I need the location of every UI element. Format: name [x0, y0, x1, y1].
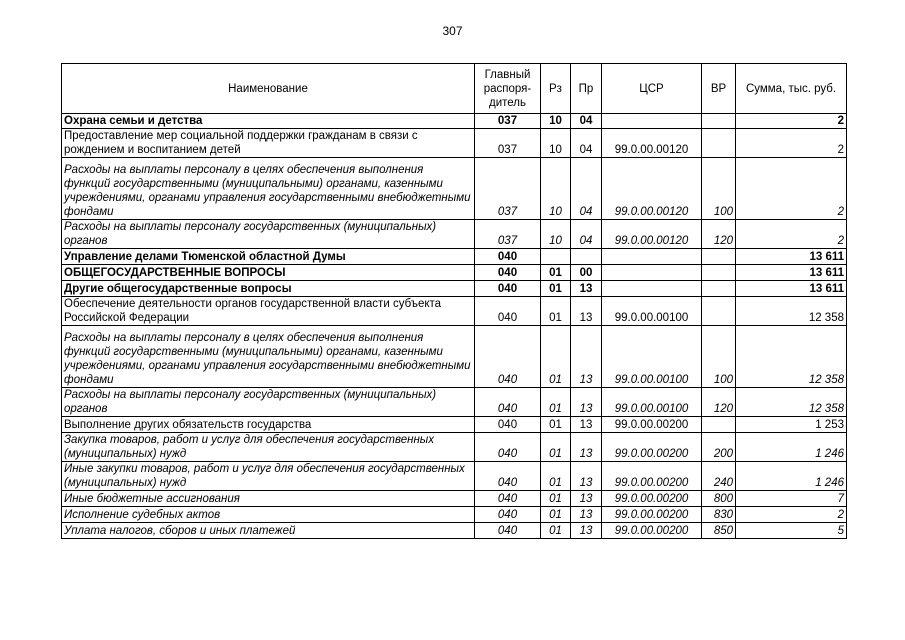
table-row	[62, 417, 847, 433]
row-subsection: 13	[571, 491, 602, 507]
row-section: 01	[541, 297, 571, 326]
row-subsection: 13	[571, 417, 602, 433]
row-name: Управление делами Тюменской областной Думы	[62, 249, 475, 265]
header-expense-type: ВР	[702, 64, 736, 114]
row-amount: 5	[736, 523, 847, 539]
row-target-article: 99.0.00.00200	[602, 417, 702, 433]
table-row	[62, 462, 847, 491]
row-expense-type: 200	[702, 433, 736, 462]
row-expense-type	[702, 281, 736, 297]
row-target-article	[602, 265, 702, 281]
row-expense-type: 240	[702, 462, 736, 491]
row-main-manager: 037	[475, 158, 541, 220]
row-expense-type	[702, 417, 736, 433]
row-name: Иные закупки товаров, работ и услуг для обеспечения государственных (муниципальных) нужд	[62, 462, 475, 491]
row-section: 01	[541, 433, 571, 462]
header-amount: Сумма, тыс. руб.	[736, 64, 847, 114]
row-expense-type: 100	[702, 326, 736, 388]
row-subsection: 00	[571, 265, 602, 281]
header-subsection: Пр	[571, 64, 602, 114]
row-main-manager: 037	[475, 114, 541, 129]
row-subsection	[571, 249, 602, 265]
row-section: 01	[541, 507, 571, 523]
table-row	[62, 129, 847, 158]
header-target-article: ЦСР	[602, 64, 702, 114]
row-name: Исполнение судебных актов	[62, 507, 475, 523]
row-subsection: 13	[571, 326, 602, 388]
row-section: 10	[541, 114, 571, 129]
row-section	[541, 249, 571, 265]
table-row	[62, 220, 847, 249]
row-amount: 2	[736, 129, 847, 158]
row-amount: 1 246	[736, 433, 847, 462]
row-subsection: 13	[571, 433, 602, 462]
header-name: Наименование	[62, 64, 475, 114]
table-row	[62, 523, 847, 539]
table-row	[62, 388, 847, 417]
row-target-article: 99.0.00.00100	[602, 388, 702, 417]
row-main-manager: 040	[475, 433, 541, 462]
row-main-manager: 040	[475, 523, 541, 539]
row-name: Расходы на выплаты персоналу в целях обеспечения выполнения функций государственными (муниципальными) органами, казенными учреждениями, органами управления государственными внебюджетными фондами	[62, 326, 475, 388]
row-section: 01	[541, 462, 571, 491]
row-expense-type	[702, 114, 736, 129]
row-main-manager: 040	[475, 462, 541, 491]
row-main-manager: 040	[475, 388, 541, 417]
row-section: 01	[541, 491, 571, 507]
row-section: 01	[541, 388, 571, 417]
row-target-article: 99.0.00.00120	[602, 158, 702, 220]
row-main-manager: 040	[475, 326, 541, 388]
row-expense-type: 850	[702, 523, 736, 539]
row-target-article: 99.0.00.00120	[602, 220, 702, 249]
row-amount: 2	[736, 220, 847, 249]
row-subsection: 13	[571, 388, 602, 417]
table-row	[62, 114, 847, 129]
row-amount: 13 611	[736, 249, 847, 265]
row-expense-type	[702, 249, 736, 265]
table-row	[62, 491, 847, 507]
budget-table	[61, 63, 847, 539]
row-amount: 1 253	[736, 417, 847, 433]
row-subsection: 13	[571, 281, 602, 297]
table-row	[62, 297, 847, 326]
table-row	[62, 158, 847, 220]
row-expense-type: 830	[702, 507, 736, 523]
row-target-article: 99.0.00.00200	[602, 433, 702, 462]
row-expense-type: 120	[702, 388, 736, 417]
row-target-article	[602, 281, 702, 297]
table-row	[62, 249, 847, 265]
row-target-article: 99.0.00.00200	[602, 523, 702, 539]
row-section: 10	[541, 220, 571, 249]
row-expense-type: 120	[702, 220, 736, 249]
row-name: Охрана семьи и детства	[62, 114, 475, 129]
row-section: 01	[541, 265, 571, 281]
row-name: Закупка товаров, работ и услуг для обеспечения государственных (муниципальных) нужд	[62, 433, 475, 462]
row-name: Выполнение других обязательств государства	[62, 417, 475, 433]
table-row	[62, 326, 847, 388]
row-section: 01	[541, 523, 571, 539]
row-section: 10	[541, 129, 571, 158]
row-name: Иные бюджетные ассигнования	[62, 491, 475, 507]
row-target-article: 99.0.00.00200	[602, 507, 702, 523]
row-main-manager: 040	[475, 507, 541, 523]
row-name: ОБЩЕГОСУДАРСТВЕННЫЕ ВОПРОСЫ	[62, 265, 475, 281]
row-name: Расходы на выплаты персоналу государственных (муниципальных) органов	[62, 388, 475, 417]
row-expense-type	[702, 129, 736, 158]
row-expense-type	[702, 297, 736, 326]
row-subsection: 04	[571, 129, 602, 158]
row-amount: 7	[736, 491, 847, 507]
row-subsection: 13	[571, 462, 602, 491]
row-target-article: 99.0.00.00100	[602, 326, 702, 388]
row-name: Предоставление мер социальной поддержки гражданам в связи с рождением и воспитанием детей	[62, 129, 475, 158]
row-main-manager: 040	[475, 249, 541, 265]
row-target-article: 99.0.00.00200	[602, 491, 702, 507]
row-section: 01	[541, 281, 571, 297]
row-name: Расходы на выплаты персоналу государственных (муниципальных) органов	[62, 220, 475, 249]
row-name: Другие общегосударственные вопросы	[62, 281, 475, 297]
row-main-manager: 040	[475, 281, 541, 297]
row-target-article: 99.0.00.00200	[602, 462, 702, 491]
page-number: 307	[442, 24, 463, 38]
row-subsection: 13	[571, 523, 602, 539]
row-subsection: 04	[571, 114, 602, 129]
table-row	[62, 433, 847, 462]
row-amount: 1 246	[736, 462, 847, 491]
row-expense-type: 800	[702, 491, 736, 507]
header-row	[62, 64, 847, 114]
row-expense-type: 100	[702, 158, 736, 220]
row-amount: 12 358	[736, 326, 847, 388]
table-row	[62, 281, 847, 297]
row-subsection: 04	[571, 158, 602, 220]
row-section: 10	[541, 158, 571, 220]
row-main-manager: 040	[475, 297, 541, 326]
row-target-article	[602, 114, 702, 129]
row-main-manager: 037	[475, 129, 541, 158]
row-main-manager: 040	[475, 491, 541, 507]
row-subsection: 13	[571, 297, 602, 326]
row-main-manager: 040	[475, 265, 541, 281]
row-amount: 2	[736, 114, 847, 129]
row-target-article: 99.0.00.00120	[602, 129, 702, 158]
table-row	[62, 507, 847, 523]
row-main-manager: 037	[475, 220, 541, 249]
row-amount: 13 611	[736, 265, 847, 281]
header-main-manager: Главный распоря-дитель	[475, 64, 541, 114]
row-target-article	[602, 249, 702, 265]
row-amount: 12 358	[736, 297, 847, 326]
row-amount: 2	[736, 158, 847, 220]
row-amount: 12 358	[736, 388, 847, 417]
row-section: 01	[541, 326, 571, 388]
row-subsection: 04	[571, 220, 602, 249]
header-section: Рз	[541, 64, 571, 114]
row-subsection: 13	[571, 507, 602, 523]
row-main-manager: 040	[475, 417, 541, 433]
table-row	[62, 265, 847, 281]
row-name: Обеспечение деятельности органов государственной власти субъекта Российской Федерации	[62, 297, 475, 326]
row-expense-type	[702, 265, 736, 281]
row-section: 01	[541, 417, 571, 433]
row-amount: 13 611	[736, 281, 847, 297]
row-name: Уплата налогов, сборов и иных платежей	[62, 523, 475, 539]
row-target-article: 99.0.00.00100	[602, 297, 702, 326]
row-name: Расходы на выплаты персоналу в целях обеспечения выполнения функций государственными (муниципальными) органами, казенными учреждениями, органами управления государственными внебюджетными фондами	[62, 158, 475, 220]
row-amount: 2	[736, 507, 847, 523]
